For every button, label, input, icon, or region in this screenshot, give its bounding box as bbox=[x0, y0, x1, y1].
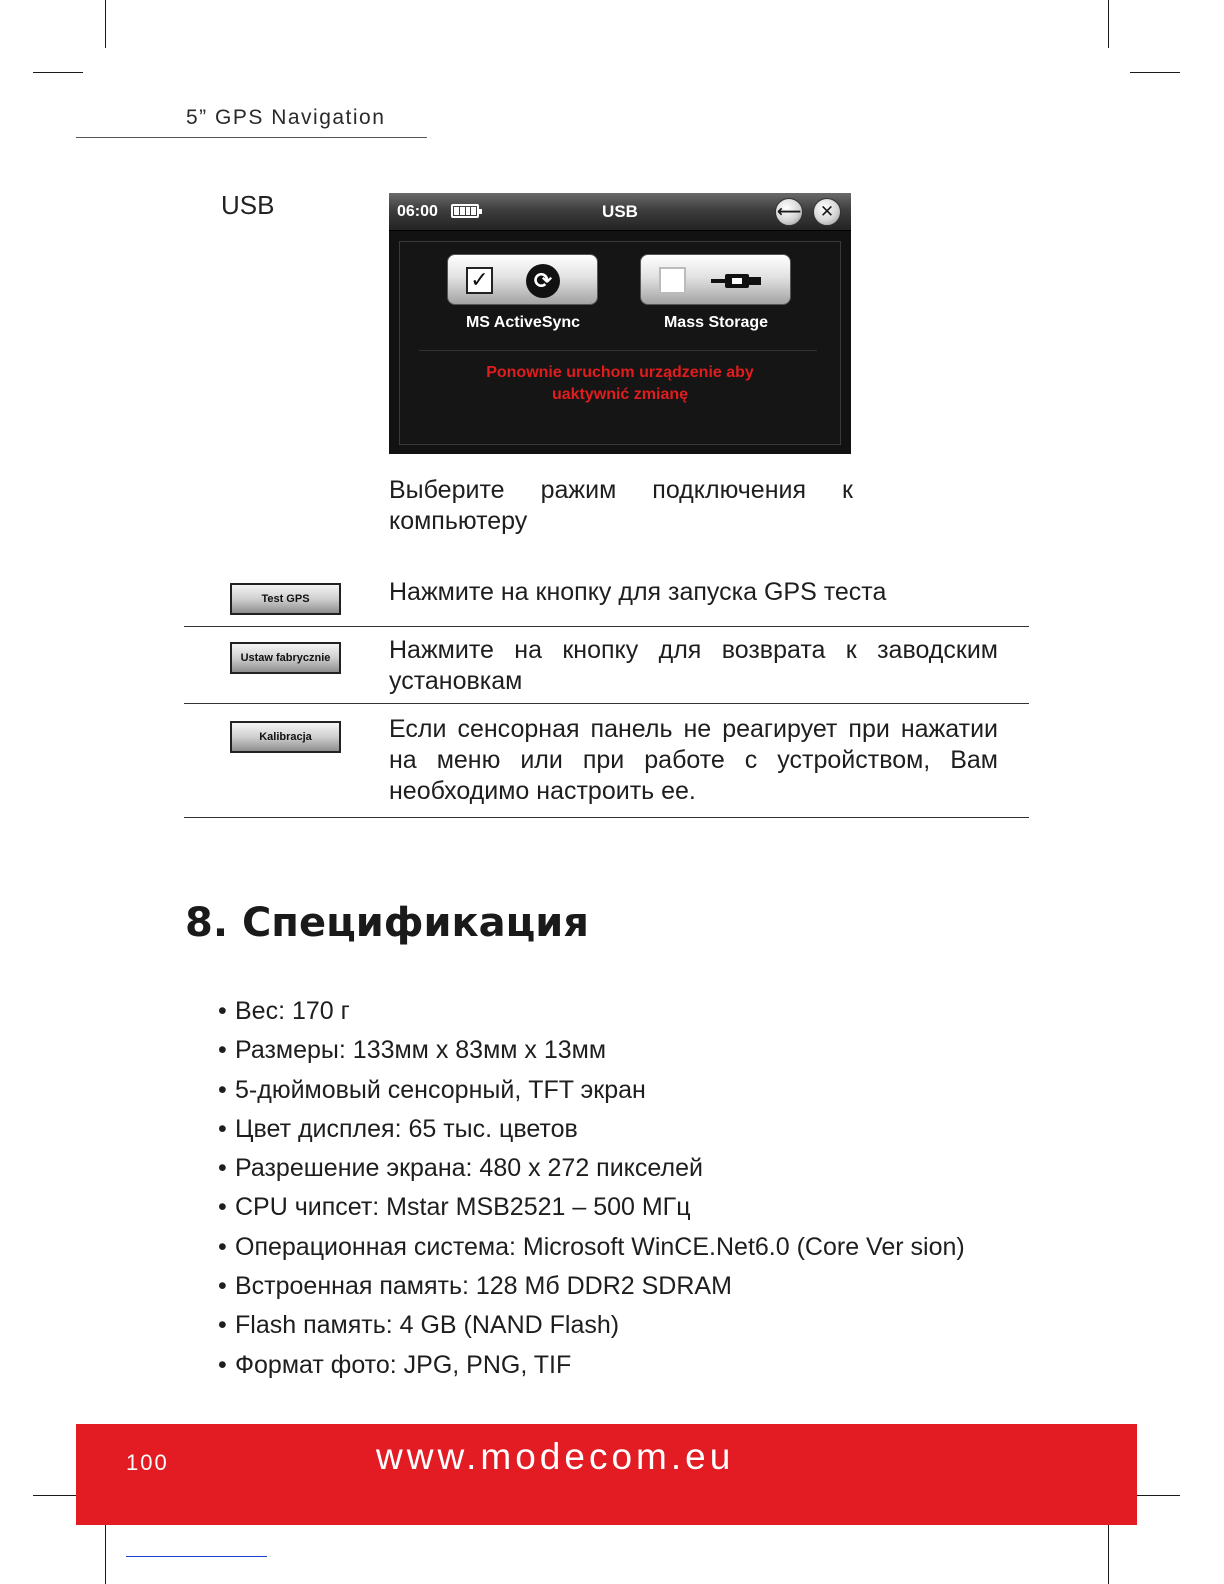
spec-item: • Flash память: 4 GB (NAND Flash) bbox=[218, 1306, 1018, 1345]
sync-icon: ⟳ bbox=[526, 264, 560, 298]
crop-mark bbox=[1130, 72, 1180, 73]
close-icon[interactable]: ✕ bbox=[813, 198, 841, 226]
device-screen-usb bbox=[389, 193, 851, 454]
link-underline bbox=[126, 1556, 267, 1557]
back-arrow-icon[interactable]: ⟵ bbox=[775, 198, 803, 226]
spec-item: • Встроенная память: 128 Мб DDR2 SDRAM bbox=[218, 1267, 1018, 1306]
row-divider bbox=[184, 626, 1029, 627]
spec-section-title: 8. Спецификация bbox=[185, 900, 589, 946]
mass-storage-option-label: Mass Storage bbox=[663, 314, 769, 331]
spec-list bbox=[218, 992, 1018, 1385]
factory-reset-description: Нажмите на кнопку для возврата к заводским установкам bbox=[389, 636, 998, 695]
calibration-description: Если сенсорная панель не реагирует при нажатии на меню или при работе с устройством, Вам необходимо настроить ее. bbox=[389, 715, 998, 805]
crop-mark bbox=[1108, 0, 1109, 48]
crop-mark bbox=[105, 1517, 106, 1584]
spec-item: • Формат фото: JPG, PNG, TIF bbox=[218, 1346, 1018, 1385]
restart-warning-line-2: uaktywnić zmianę bbox=[551, 386, 689, 403]
checkbox-unchecked-icon[interactable] bbox=[659, 267, 686, 294]
restart-warning-line-1: Ponownie uruchom urządzenie aby bbox=[486, 364, 754, 381]
screen-time: 06:00 bbox=[397, 203, 438, 220]
activesync-option-button[interactable] bbox=[447, 254, 598, 305]
calibration-button[interactable]: Kalibracja bbox=[230, 721, 341, 753]
spec-item: • Разрешение экрана: 480 x 272 пикселей bbox=[218, 1149, 1018, 1188]
screen-title: USB bbox=[602, 202, 638, 221]
screen-titlebar bbox=[389, 193, 851, 231]
spec-item: • CPU чипсет: Mstar MSB2521 – 500 МГц bbox=[218, 1188, 1018, 1227]
restart-warning-message bbox=[389, 362, 851, 406]
crop-mark bbox=[1130, 1495, 1180, 1496]
activesync-option-label: MS ActiveSync bbox=[465, 314, 581, 331]
page-header-title: 5” GPS Navigation bbox=[186, 106, 386, 129]
row-divider bbox=[184, 817, 1029, 818]
factory-reset-button[interactable]: Ustaw fabrycznie bbox=[230, 642, 341, 674]
checkbox-checked-icon[interactable]: ✓ bbox=[466, 267, 493, 294]
spec-item: • 5-дюймовый сенсорный, TFT экран bbox=[218, 1071, 1018, 1110]
header-rule bbox=[76, 137, 427, 138]
page-number: 100 bbox=[126, 1450, 169, 1475]
spec-item: • Цвет дисплея: 65 тыс. цветов bbox=[218, 1110, 1018, 1149]
crop-mark bbox=[1108, 1517, 1109, 1584]
mass-storage-option-button[interactable] bbox=[640, 254, 791, 305]
usb-label: USB bbox=[221, 190, 275, 220]
crop-mark bbox=[33, 72, 83, 73]
row-divider bbox=[184, 703, 1029, 704]
spec-item: • Операционная система: Microsoft WinCE.Net6.0 (Core Ver sion) bbox=[218, 1228, 1018, 1267]
website-link[interactable]: www.modecom.eu bbox=[376, 1436, 735, 1477]
test-gps-description: Нажмите на кнопку для запуска GPS теста bbox=[389, 578, 887, 606]
crop-mark bbox=[105, 0, 106, 48]
screen-divider bbox=[419, 350, 817, 351]
usb-plug-icon bbox=[711, 273, 763, 289]
spec-item: • Вес: 170 г bbox=[218, 992, 1018, 1031]
spec-item: • Размеры: 133мм x 83мм x 13мм bbox=[218, 1031, 1018, 1070]
usb-description: Выберите ражим подключения к компьютеру bbox=[389, 476, 853, 535]
test-gps-button[interactable]: Test GPS bbox=[230, 583, 341, 615]
